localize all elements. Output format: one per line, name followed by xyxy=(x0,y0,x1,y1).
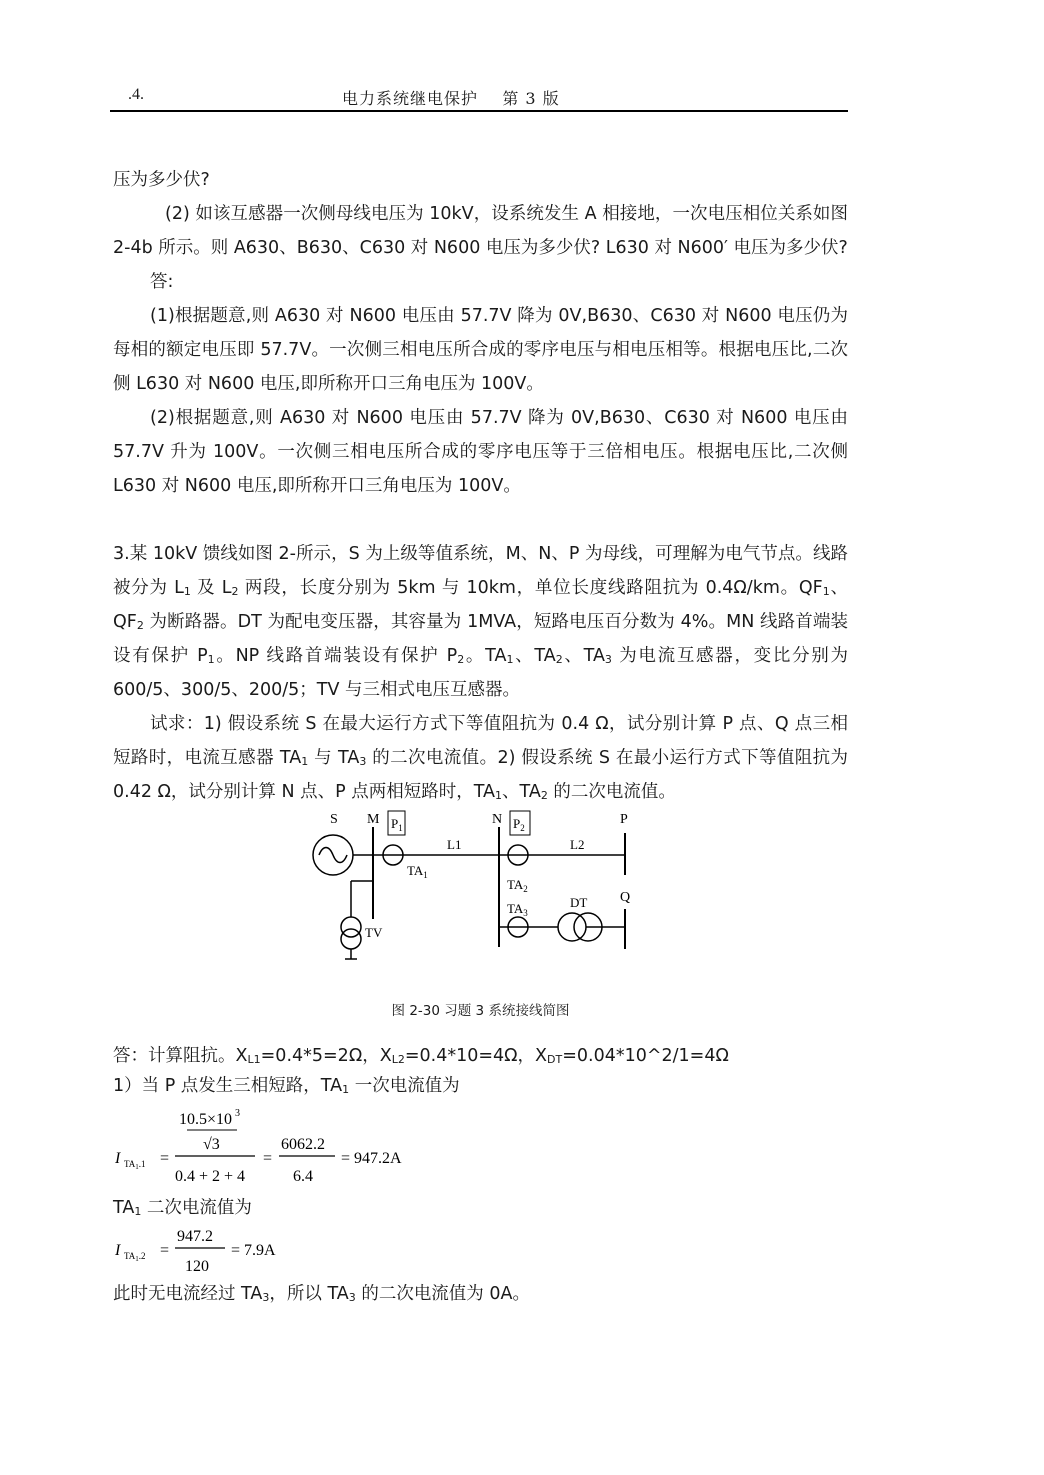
svg-text:3: 3 xyxy=(235,1108,240,1119)
svg-text:6062.2: 6062.2 xyxy=(281,1136,325,1153)
svg-text:TA1.2: $TA_1.2$ xyxy=(124,1251,146,1263)
svg-text:I: I xyxy=(115,1150,121,1167)
svg-text:6.4: 6.4 xyxy=(293,1168,313,1185)
sine-wave xyxy=(319,848,347,863)
svg-text:947.2: 947.2 xyxy=(177,1228,213,1245)
page-header xyxy=(110,84,848,112)
svg-text:10.5×10: 10.5×10 xyxy=(179,1111,233,1128)
problem-statement: 3.某 10kV 馈线如图 2-所示，S 为上级等值系统，M、N、P 为母线，可理解为电气节点。线路被分为 $L_1$ 及 $L_2$ 两段，长度分别为 5km 与 10km，单位长度线路阻抗为 0.4Ω/km。$QF_1$、$QF_2$ 为断路器。DT 为配电变压器，其容量为 1MVA，短路电压百分数为 4%。MN 线路首端装设有保护 $P_1$。NP 线路首端装设有保护 $P_2$。$TA_1$、$TA_2$、$TA_3$ 为电流互感器，变比分别为 600/5、300/5、200/5；TV 与三相式电压互感器。 xyxy=(113,544,848,700)
label-TA2: $TA_2$ xyxy=(507,877,528,894)
label-P2: $P_2$ xyxy=(513,816,525,833)
TV-icon-a xyxy=(341,917,361,937)
label-L2: L2 xyxy=(570,837,585,852)
label-P1: $P_1$ xyxy=(391,816,403,833)
system-wiring-diagram xyxy=(113,809,848,999)
label-P: P xyxy=(620,812,628,827)
label-S: S xyxy=(330,812,338,827)
label-M: M xyxy=(367,812,380,827)
DT-transformer-icon-a xyxy=(558,913,586,941)
svg-text:=: = xyxy=(160,1242,170,1259)
label-TA1: $TA_1$ xyxy=(407,863,428,880)
paragraph-question-2: (2) 如该互感器一次侧母线电压为 10kV，设系统发生 A 相接地，一次电压相位关系如图 2-4b 所示。则 A630、B630、C630 对 N600 电压为多少伏? L630 对 N600′ 电压为多少伏? xyxy=(113,204,848,258)
svg-text:120: 120 xyxy=(185,1258,209,1275)
svg-text:√3: √3 xyxy=(203,1136,220,1153)
svg-text:0.4 + 2 + 4: 0.4 + 2 + 4 xyxy=(175,1168,246,1185)
paragraph-continuation: 压为多少伏? xyxy=(113,170,210,190)
answer-label: 答: xyxy=(150,272,174,292)
page-number: .4. xyxy=(128,86,144,103)
label-DT: DT xyxy=(570,895,588,910)
svg-text:= 7.9A: = 7.9A xyxy=(231,1242,276,1259)
label-L1: L1 xyxy=(447,837,462,852)
svg-text:TA1.1: $TA_1.1$ xyxy=(124,1159,146,1171)
label-TA3: $TA_3$ xyxy=(507,901,528,918)
paragraph-answer-2: (2)根据题意,则 A630 对 N600 电压由 57.7V 降为 0V,B630、C630 对 N600 电压由 57.7V 升为 100V。一次侧三相电压所合成的零序电压等于三倍相电压。根据电压比,二次侧 L630 对 N600 电压,即所称开口三角电压为 100V。 xyxy=(113,408,848,496)
answer-conclusion: 此时无电流经过 $TA_3$，所以 $TA_3$ 的二次电流值为 0A。 xyxy=(113,1284,530,1304)
book-title: 电力系统继电保护 第 3 版 xyxy=(342,89,560,108)
label-N: N xyxy=(492,812,503,827)
problem-requirements: 试求：1) 假设系统 S 在最大运行方式下等值阻抗为 0.4 Ω，试分别计算 P 点、Q 点三相短路时，电流互感器 $TA_1$ 与 $TA_3$ 的二次电流值。2) 假设系统 S 在最小运行方式下等值阻抗为 0.42 Ω，试分别计算 N 点、P 点两相短路时，$TA_1$、$TA_2$ 的二次电流值。 xyxy=(113,714,848,802)
svg-text:= 947.2A: = 947.2A xyxy=(341,1150,402,1167)
label-TV: TV xyxy=(365,925,383,940)
svg-text:=: = xyxy=(263,1150,273,1167)
answer-step-secondary: $TA_1$ 二次电流值为 xyxy=(113,1198,252,1218)
page-body xyxy=(113,163,848,1309)
figure-caption: 图 2-30 习题 3 系统接线简图 xyxy=(391,1003,570,1019)
formula-secondary-current xyxy=(113,1223,848,1279)
answer-impedance: 答：计算阻抗。$X_{L1}=0.4*5=2\Omega$，$X_{L2}=0.4*10=4\Omega$，$X_{DT}=0.04*10\^{}2/1=4\Omega$ xyxy=(113,1046,729,1066)
answer-step-1: 1）当 P 点发生三相短路，$TA_1$ 一次电流值为 xyxy=(113,1076,460,1096)
svg-text:=: = xyxy=(160,1150,170,1167)
svg-text:I: I xyxy=(115,1242,121,1259)
paragraph-answer-1: (1)根据题意,则 A630 对 N600 电压由 57.7V 降为 0V,B630、C630 对 N600 电压仍为每相的额定电压即 57.7V。一次侧三相电压所合成的零序电压与相电压相等。根据电压比,二次侧 L630 对 N600 电压,即所称开口三角电压为 100V。 xyxy=(113,306,848,394)
formula-primary-current xyxy=(113,1101,848,1193)
label-Q: Q xyxy=(620,890,631,905)
